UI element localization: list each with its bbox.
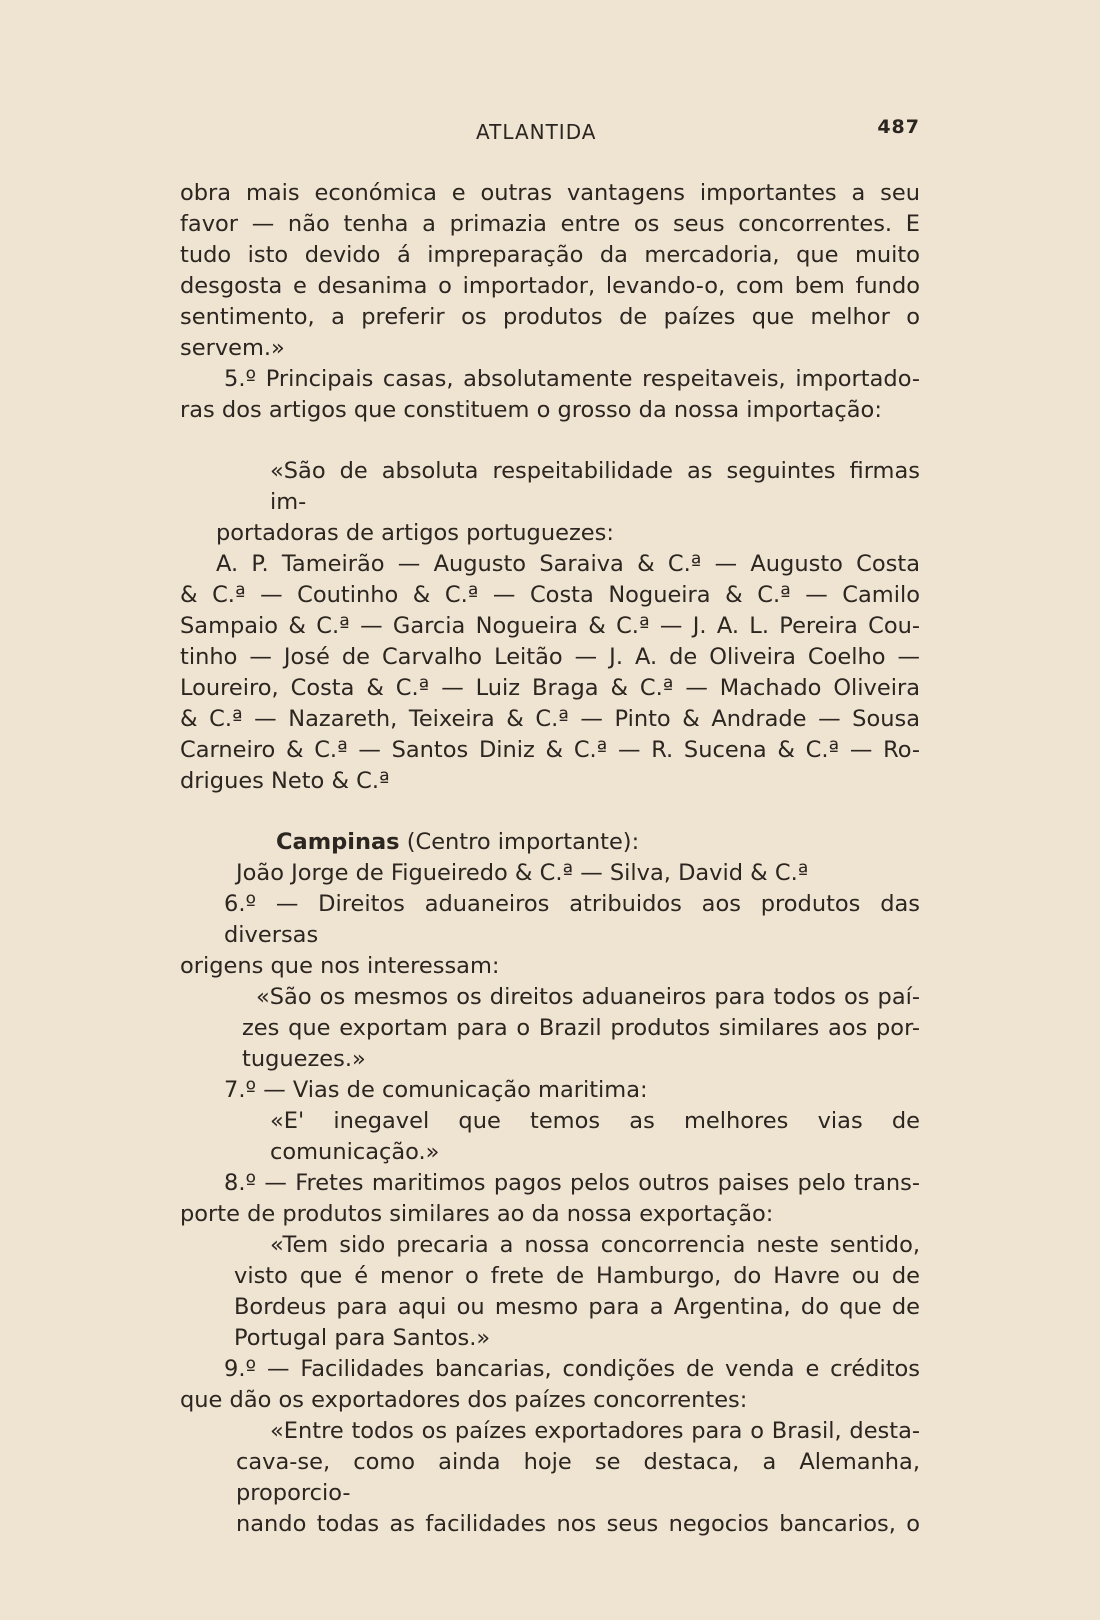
quote-line: «São os mesmos os direitos aduaneiros para todos os paí-	[256, 984, 920, 1010]
text-line: ras dos artigos que constituem o grosso da nossa importação:	[180, 397, 882, 423]
text-line: favor — não tenha a primazia entre os seus concorrentes. E	[180, 211, 920, 237]
firm-list-line: Sampaio & C.ª — Garcia Nogueira & C.ª — J. A. L. Pereira Cou-	[180, 613, 920, 639]
quote-line: cava-se, como ainda hoje se destaca, a Alemanha, proporcio-	[236, 1449, 920, 1506]
firm-list-line: drigues Neto & C.ª	[180, 768, 390, 794]
campinas-label: Campinas	[276, 829, 400, 855]
quote-line: nando todas as facilidades nos seus negocios bancarios, o	[236, 1511, 920, 1537]
firm-list-line: A. P. Tameirão — Augusto Saraiva & C.ª — Augusto Costa	[216, 551, 920, 577]
body-text	[180, 178, 920, 1540]
section-5-heading: 5.º Principais casas, absolutamente respeitaveis, importado-	[224, 366, 920, 392]
quote-line: «Tem sido precaria a nossa concorrencia neste sentido,	[270, 1232, 920, 1258]
firm-list-line: tinho — José de Carvalho Leitão — J. A. de Oliveira Coelho —	[180, 644, 920, 670]
text-line: porte de produtos similares ao da nossa exportação:	[180, 1201, 774, 1227]
section-8-heading: 8.º — Fretes maritimos pagos pelos outros paises pelo trans-	[224, 1170, 920, 1196]
quote-line: portadoras de artigos portuguezes:	[216, 520, 614, 546]
running-title: ATLANTIDA	[476, 120, 597, 144]
campinas-subtitle: (Centro importante):	[399, 829, 640, 855]
text-line: desgosta e desanima o importador, levando-o, com bem fundo	[180, 273, 920, 299]
section-9-heading: 9.º — Facilidades bancarias, condições de venda e créditos	[224, 1356, 920, 1382]
quote-line: zes que exportam para o Brazil produtos similares aos por-	[242, 1015, 920, 1041]
quote-line: «E' inegavel que temos as melhores vias de comunicação.»	[270, 1108, 920, 1165]
firm-list-line: Loureiro, Costa & C.ª — Luiz Braga & C.ª — Machado Oliveira	[180, 675, 920, 701]
quote-line: Portugal para Santos.»	[234, 1325, 491, 1351]
section-7-heading: 7.º — Vias de comunicação maritima:	[224, 1077, 648, 1103]
campinas-heading	[180, 827, 920, 858]
firm-list-line: Carneiro & C.ª — Santos Diniz & C.ª — R. Sucena & C.ª — Ro-	[180, 737, 920, 763]
text-line: servem.»	[180, 335, 285, 361]
quote-line: tuguezes.»	[242, 1046, 366, 1072]
quote-line: Bordeus para aqui ou mesmo para a Argentina, do que de	[234, 1294, 920, 1320]
text-line: que dão os exportadores dos paízes concorrentes:	[180, 1387, 748, 1413]
firm-list-line: & C.ª — Nazareth, Teixeira & C.ª — Pinto & Andrade — Sousa	[180, 706, 920, 732]
text-line: obra mais económica e outras vantagens importantes a seu	[180, 180, 920, 206]
text-line: origens que nos interessam:	[180, 953, 500, 979]
quote-line: visto que é menor o frete de Hamburgo, do Havre ou de	[234, 1263, 920, 1289]
section-6-heading: 6.º — Direitos aduaneiros atribuidos aos produtos das diversas	[224, 891, 920, 948]
text-line: sentimento, a preferir os produtos de paízes que melhor o	[180, 304, 920, 330]
quote-line: «Entre todos os paízes exportadores para o Brasil, desta-	[270, 1418, 920, 1444]
firm-list-line: & C.ª — Coutinho & C.ª — Costa Nogueira & C.ª — Camilo	[180, 582, 920, 608]
campinas-firms: João Jorge de Figueiredo & C.ª — Silva, David & C.ª	[236, 860, 809, 886]
page-number: 487	[877, 116, 920, 138]
text-line: tudo isto devido á impreparação da mercadoria, que muito	[180, 242, 920, 268]
quote-line: «São de absoluta respeitabilidade as seguintes firmas im-	[270, 458, 920, 515]
